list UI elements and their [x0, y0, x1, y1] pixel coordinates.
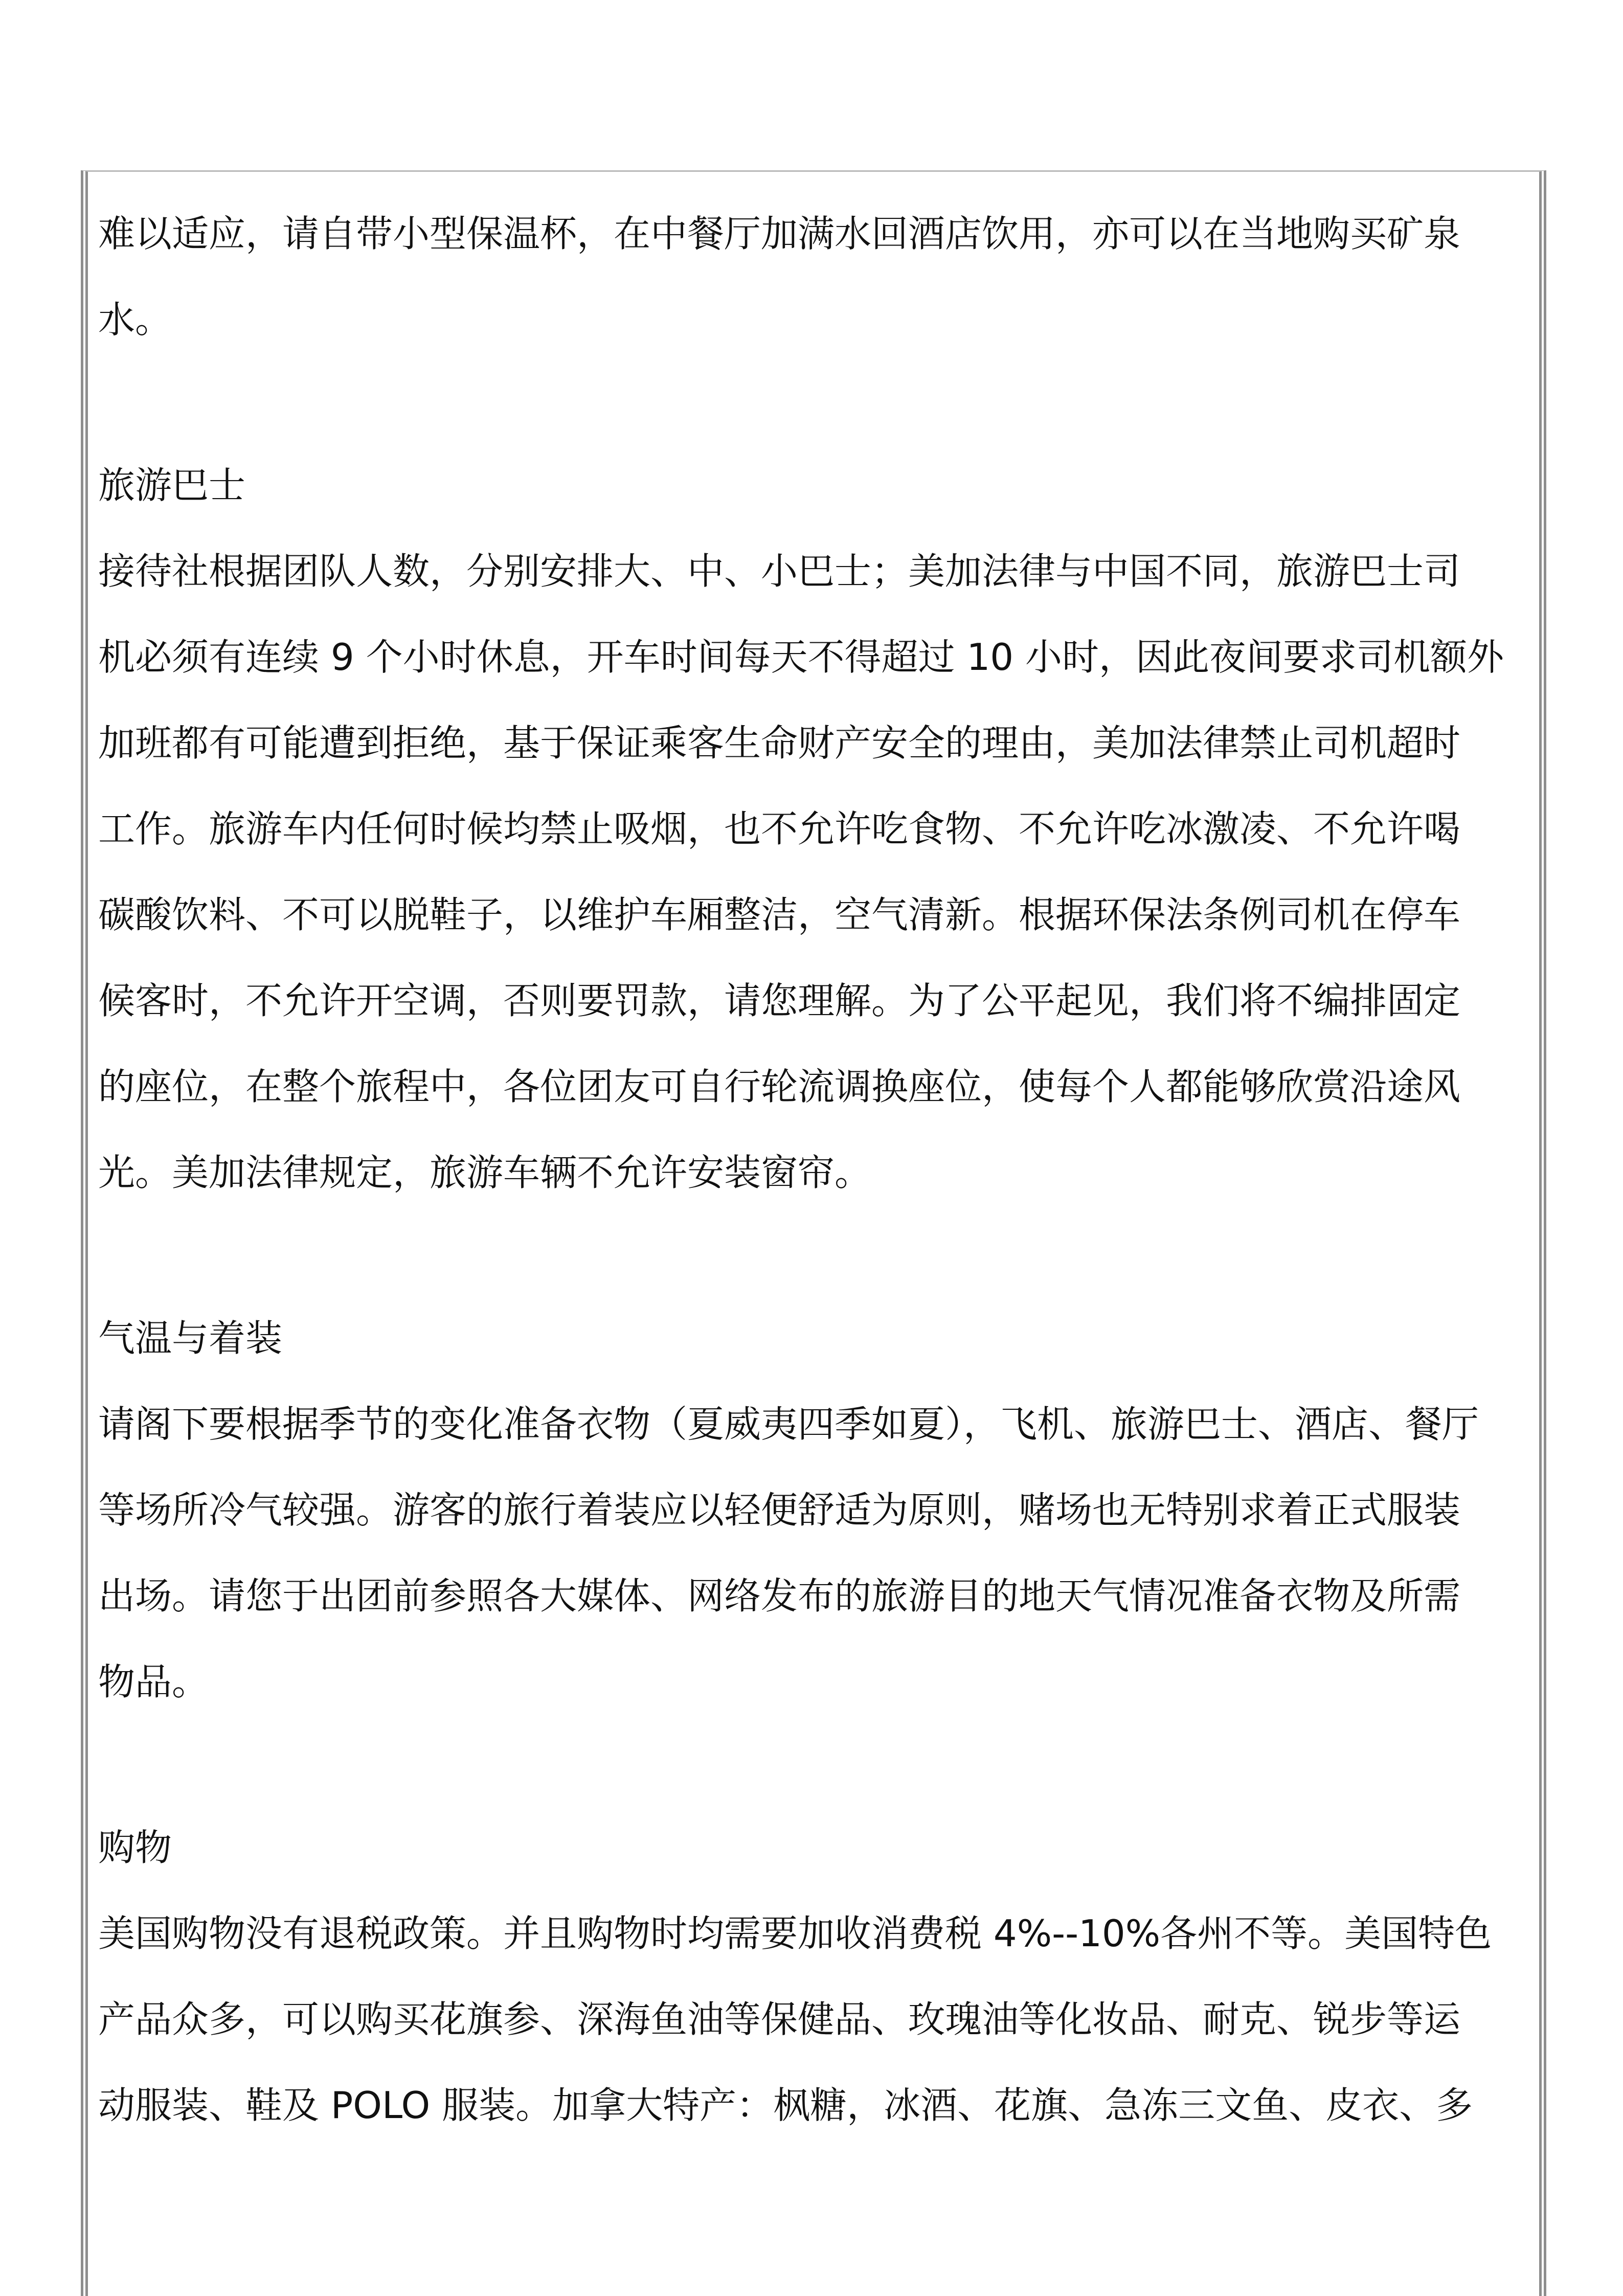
bus-section	[98, 442, 1535, 1215]
bus-line: 光。美加法律规定，旅游车辆不允许安装窗帘。	[98, 1151, 872, 1194]
bus-line: 碳酸饮料、不可以脱鞋子，以维护车厢整洁，空气清新。根据环保法条例司机在停车	[98, 893, 1461, 936]
shopping-line: 动服装、鞋及 POLO 服装。加拿大特产：枫糖，冰酒、花旗、急冻三文鱼、皮衣、多	[98, 2084, 1473, 2127]
weather-line: 请阁下要根据季节的变化准备衣物（夏威夷四季如夏），飞机、旅游巴士、酒店、餐厅	[98, 1403, 1479, 1446]
bus-line: 工作。旅游车内任何时候均禁止吸烟，也不允许吃食物、不允许吃冰激凌、不允许喝	[98, 807, 1461, 850]
document-body	[98, 191, 1535, 2148]
bus-line: 的座位，在整个旅程中，各位团友可自行轮流调换座位，使每个人都能够欣赏沿途风	[98, 1065, 1461, 1108]
bus-line: 接待社根据团队人数，分别安排大、中、小巴士；美加法律与中国不同，旅游巴士司	[98, 550, 1461, 593]
weather-section	[98, 1295, 1535, 1725]
bus-line: 机必须有连续 9 个小时休息，开车时间每天不得超过 10 小时，因此夜间要求司机额外	[98, 636, 1504, 679]
shopping-line: 产品众多，可以购买花旗参、深海鱼油等保健品、玫瑰油等化妆品、耐克、锐步等运	[98, 1998, 1461, 2041]
weather-line: 等场所冷气较强。游客的旅行着装应以轻便舒适为原则，赌场也无特别求着正式服装	[98, 1489, 1461, 1532]
shopping-section	[98, 1805, 1535, 2148]
bus-line: 候客时，不允许开空调，否则要罚款，请您理解。为了公平起见，我们将不编排固定	[98, 979, 1461, 1022]
weather-heading: 气温与着装	[98, 1317, 283, 1360]
bus-heading: 旅游巴士	[98, 464, 246, 507]
weather-line: 出场。请您于出团前参照各大媒体、网络发布的旅游目的地天气情况准备衣物及所需	[98, 1574, 1461, 1617]
intro-line: 难以适应，请自带小型保温杯，在中餐厅加满水回酒店饮用，亦可以在当地购买矿泉	[98, 212, 1461, 255]
shopping-heading: 购物	[98, 1826, 172, 1869]
intro-section	[98, 191, 1535, 363]
bus-line: 加班都有可能遭到拒绝，基于保证乘客生命财产安全的理由，美加法律禁止司机超时	[98, 722, 1461, 764]
intro-line: 水。	[98, 298, 172, 341]
weather-line: 物品。	[98, 1660, 209, 1703]
shopping-line: 美国购物没有退税政策。并且购物时均需要加收消费税 4%--10%各州不等。美国特色	[98, 1912, 1492, 1955]
